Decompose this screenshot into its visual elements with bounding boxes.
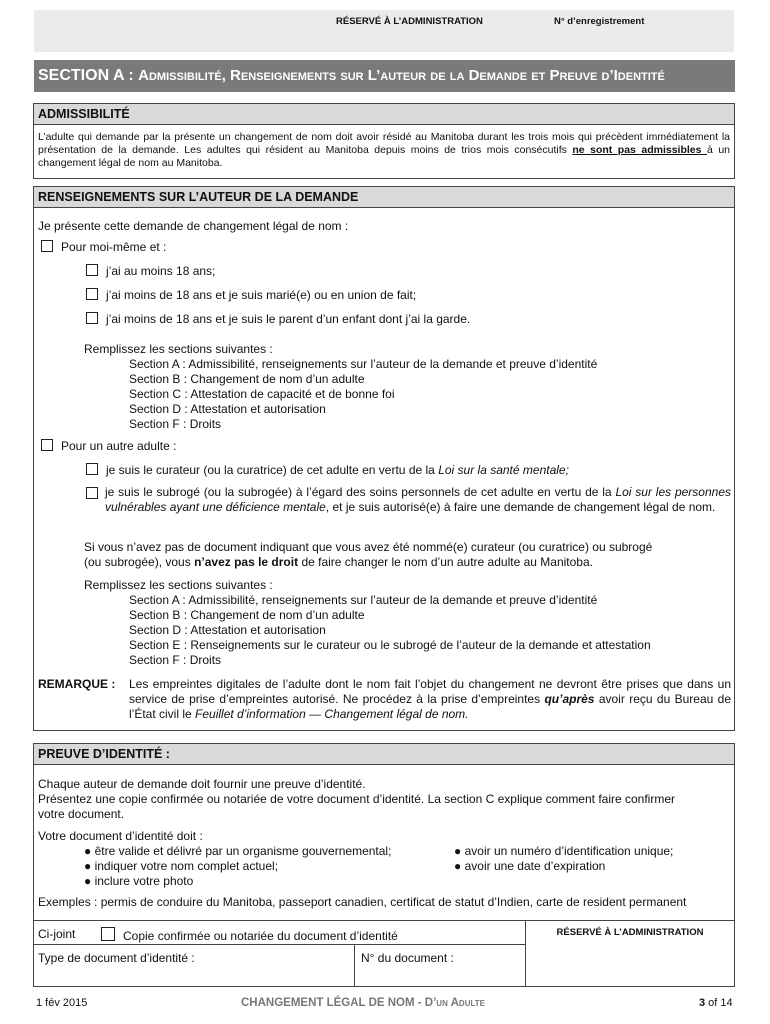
section-prefix: SECTION A : bbox=[38, 67, 139, 84]
footer-date: 1 fév 2015 bbox=[36, 997, 88, 1009]
registration-number-label: N° d’enregistrement bbox=[554, 16, 645, 27]
section-a-banner bbox=[34, 60, 735, 92]
identity-must-label: Votre document d’identité doit : bbox=[38, 829, 203, 843]
admin-strip bbox=[34, 10, 734, 52]
list-item: Section F : Droits bbox=[129, 653, 222, 667]
list-item: Section E : Renseignements sur le curateur ou le subrogé de l’auteur de la demande et attestation bbox=[129, 638, 651, 652]
grid-line bbox=[34, 944, 525, 945]
list-item: Section B : Changement de nom d’un adulte bbox=[129, 372, 365, 386]
list-item: ● avoir un numéro d’identification unique; bbox=[454, 844, 674, 858]
identity-requirements-left bbox=[84, 844, 391, 889]
eligibility-heading: ADMISSIBILITÉ bbox=[34, 104, 734, 125]
applicant-box bbox=[33, 186, 735, 731]
document-type-field[interactable]: Type de document d’identité : bbox=[38, 951, 195, 965]
list-item: ● être valide et délivré par un organisme gouvernemental; bbox=[84, 844, 392, 858]
self-option[interactable]: Pour moi-même et : bbox=[41, 240, 166, 255]
footer-title: CHANGEMENT LÉGAL DE NOM - D’un Adulte bbox=[241, 997, 485, 1009]
curator-option[interactable]: je suis le curateur (ou la curatrice) de cet adulte en vertu de la Loi sur la santé mentale; bbox=[86, 463, 569, 478]
grid-line bbox=[525, 920, 526, 986]
other-sections-list bbox=[129, 593, 651, 668]
footer-page: 3 of 14 bbox=[699, 997, 733, 1009]
self-married-option[interactable]: j’ai moins de 18 ans et je suis marié(e) ou en union de fait; bbox=[86, 288, 416, 303]
list-item: ● indiquer votre nom complet actuel; bbox=[84, 859, 279, 873]
subrogate-checkbox[interactable] bbox=[86, 487, 98, 499]
self-parent-option[interactable]: j’ai moins de 18 ans et je suis le parent d’un enfant dont j’ai la garde. bbox=[86, 312, 470, 327]
section-title: Admissibilité, Renseignements sur L’auteur de la Demande et Preuve d’Identité bbox=[138, 67, 665, 84]
identity-requirements-right bbox=[454, 844, 673, 874]
list-item: Section D : Attestation et autorisation bbox=[129, 402, 326, 416]
identity-heading: PREUVE D’IDENTITÉ : bbox=[34, 744, 734, 765]
married-checkbox[interactable] bbox=[86, 288, 98, 300]
self-age-18-option[interactable]: j’ai au moins 18 ans; bbox=[86, 264, 215, 279]
document-number-field[interactable]: N° du document : bbox=[361, 951, 454, 965]
curator-checkbox[interactable] bbox=[86, 463, 98, 475]
list-item: Section A : Admissibilité, renseignements sur l’auteur de la demande et preuve d’identité bbox=[129, 593, 598, 607]
list-item: Section D : Attestation et autorisation bbox=[129, 623, 326, 637]
identity-box bbox=[33, 743, 735, 987]
list-item: ● avoir une date d’expiration bbox=[454, 859, 606, 873]
age-18-checkbox[interactable] bbox=[86, 264, 98, 276]
eligibility-box bbox=[33, 103, 735, 179]
grid-line bbox=[354, 944, 355, 986]
grid-line bbox=[34, 920, 734, 921]
subrogate-text: je suis le subrogé (ou la subrogée) à l’égard des soins personnels de cet adulte en vertu de la Loi sur les personnes vulnérables ayant une déficience mentale, et je suis autorisé(e) à faire une demande de changement légal de nom. bbox=[105, 485, 731, 514]
applicant-intro: Je présente cette demande de changement légal de nom : bbox=[38, 219, 349, 233]
other-adult-option[interactable]: Pour un autre adulte : bbox=[41, 439, 176, 454]
admin-reserved-box-label: RÉSERVÉ À L’ADMINISTRATION bbox=[556, 927, 704, 938]
applicant-heading: RENSEIGNEMENTS SUR L’AUTEUR DE LA DEMANDE bbox=[34, 187, 734, 208]
identity-intro: Chaque auteur de demande doit fournir une preuve d’identité. Présentez une copie confirmée ou notariée de votre document d’identité. La section C explique comment faire confirmer votre document. bbox=[38, 777, 676, 821]
parent-checkbox[interactable] bbox=[86, 312, 98, 324]
list-item: ● inclure votre photo bbox=[84, 874, 194, 888]
admin-reserved-label: RÉSERVÉ À L’ADMINISTRATION bbox=[336, 16, 483, 27]
list-item: Section F : Droits bbox=[129, 417, 222, 431]
fill-sections-label-other: Remplissez les sections suivantes : bbox=[84, 578, 273, 592]
remark-text: Les empreintes digitales de l’adulte dont le nom fait l’objet du changement ne devront être prises que dans un service de prise d’empreintes autorisé. Ne procédez à la prise d’empreintes qu’après avoir reçu du Bureau de l’État civil le Feuillet d’information — Changement légal de nom. bbox=[129, 677, 731, 721]
other-adult-checkbox[interactable] bbox=[41, 439, 53, 451]
not-eligible-emphasis: ne sont pas admissibles bbox=[572, 144, 707, 156]
eligibility-text: L’adulte qui demande par la présente un changement de nom doit avoir résidé au Manitoba durant les trois mois qui précèdent immédiatement la présentation de la demande. Les adultes qui résident au Manitoba depuis moins de trios mois consécutifs ne sont pas admissibles à un changement légal de nom au Manitoba. bbox=[38, 131, 730, 169]
certified-copy-option[interactable]: Copie confirmée ou notariée du document d’identité bbox=[101, 927, 398, 944]
list-item: Section A : Admissibilité, renseignements sur l’auteur de la demande et preuve d’identité bbox=[129, 357, 598, 371]
list-item: Section B : Changement de nom d’un adulte bbox=[129, 608, 365, 622]
certified-copy-checkbox[interactable] bbox=[101, 927, 115, 941]
self-sections-list bbox=[129, 357, 597, 432]
remark-label: REMARQUE : bbox=[38, 677, 116, 691]
fill-sections-label-self: Remplissez les sections suivantes : bbox=[84, 342, 273, 356]
identity-examples: Exemples : permis de conduire du Manitoba, passeport canadien, certificat de statut d’Indien, carte de resident permanent bbox=[38, 895, 687, 909]
list-item: Section C : Attestation de capacité et de bonne foi bbox=[129, 387, 395, 401]
enclosed-label: Ci-joint bbox=[38, 927, 76, 941]
self-checkbox[interactable] bbox=[41, 240, 53, 252]
no-document-note: Si vous n’avez pas de document indiquant que vous avez été nommé(e) curateur (ou curatrice) ou subrogé (ou subrogée), vous n’avez pas le droit de faire changer le nom d’un autre adulte au Manitoba. bbox=[84, 540, 653, 569]
